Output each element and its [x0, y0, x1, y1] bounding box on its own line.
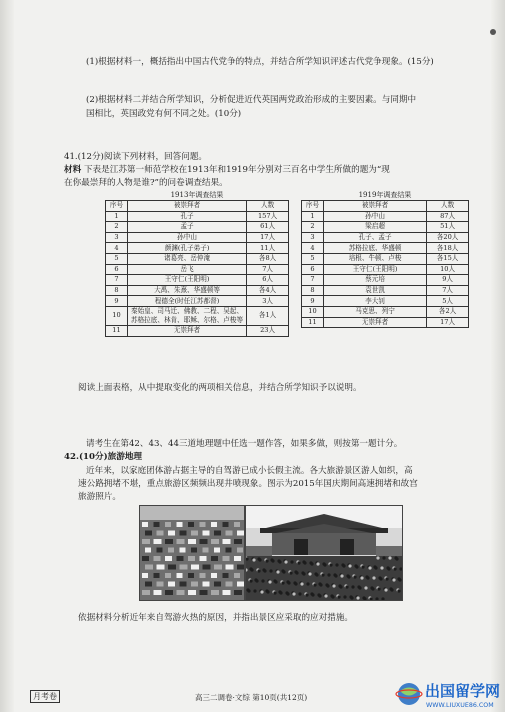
page-footer: 高三二调卷·文综 第10页(共12页) — [195, 693, 308, 702]
row-index-cell: 3 — [302, 232, 324, 243]
table-row — [302, 317, 469, 328]
table-row — [302, 211, 469, 222]
binding-hole-mark — [490, 29, 496, 35]
count-cell: 23人 — [247, 325, 289, 336]
table-row — [106, 222, 289, 233]
q41-heading: 41.(12分)阅读下列材料，回答问题。 — [64, 152, 208, 162]
table-row — [106, 285, 289, 296]
person-cell: 孟子 — [127, 222, 246, 233]
table-row — [106, 211, 289, 222]
count-cell: 各15人 — [427, 253, 469, 264]
row-index-cell: 4 — [302, 243, 324, 254]
scan-shadow-right — [491, 0, 505, 712]
elective-instruction: 请考生在第42、43、44三道地理题中任选一题作答，如果多做，则按第一题计分。 — [86, 439, 403, 449]
q40-part2-line2: 国相比，英国政党有何不同之处。(10分) — [86, 109, 242, 119]
table-row — [106, 264, 289, 275]
row-index-cell: 2 — [106, 222, 128, 233]
person-cell: 颜渊(孔子弟子) — [127, 243, 246, 254]
table-row — [302, 285, 469, 296]
q41-material-line1 — [64, 164, 390, 177]
table-row — [302, 264, 469, 275]
row-index-cell: 8 — [302, 285, 324, 296]
table-row — [106, 325, 289, 336]
q42-body-line2: 速公路拥堵不堪，重点旅游区频频出现井喷现象。图示为2015年国庆期间高速拥堵和故宫 — [78, 479, 418, 489]
table-row — [106, 296, 289, 307]
row-index-cell: 5 — [302, 253, 324, 264]
person-cell: 王守仁(王阳明) — [323, 264, 426, 275]
q42-question: 依据材料分析近年来自驾游火热的原因，并指出景区应采取的应对措施。 — [78, 613, 354, 623]
q42-body-line1: 近年来，以家庭团体游占据主导的自驾游已成小长假主流。各大旅游景区游人如织，高 — [86, 466, 413, 476]
count-cell: 61人 — [247, 222, 289, 233]
count-cell: 17人 — [247, 232, 289, 243]
table-row — [302, 243, 469, 254]
person-cell: 蔡元培 — [323, 275, 426, 286]
material-label: 材料 — [64, 165, 82, 175]
q40-part1: (1)根据材料一，概括指出中国古代党争的特点，并结合所学知识评述古代党争现象。(15分) — [86, 57, 434, 67]
survey-table-1913 — [105, 190, 289, 337]
person-cell: 大禹、朱熹、华盛顿等 — [127, 285, 246, 296]
row-index-cell: 9 — [106, 296, 128, 307]
row-index-cell: 9 — [302, 296, 324, 307]
row-index-cell: 3 — [106, 232, 128, 243]
table-row — [302, 306, 469, 317]
count-cell: 各8人 — [247, 253, 289, 264]
forbidden-city-crowd-photo — [245, 505, 403, 601]
count-cell: 3人 — [247, 296, 289, 307]
count-cell: 各1人 — [247, 306, 289, 325]
count-cell: 51人 — [427, 222, 469, 233]
row-index-cell: 7 — [302, 275, 324, 286]
count-cell: 各2人 — [427, 306, 469, 317]
count-cell: 6人 — [247, 275, 289, 286]
person-cell: 王守仁(王阳明) — [127, 275, 246, 286]
count-cell: 87人 — [427, 211, 469, 222]
scan-shadow-left — [0, 0, 14, 712]
table-row — [106, 306, 289, 325]
table-row — [302, 296, 469, 307]
person-cell: 孔子、孟子 — [323, 232, 426, 243]
person-cell: 诸葛亮、岳仲淹 — [127, 253, 246, 264]
table-row — [106, 243, 289, 254]
person-cell: 无崇拜者 — [323, 317, 426, 328]
q40-part2-line1: (2)根据材料二并结合所学知识，分析促进近代英国两党政治形成的主要因素。与同期中 — [86, 95, 417, 105]
row-index-cell: 7 — [106, 275, 128, 286]
row-index-cell: 8 — [106, 285, 128, 296]
row-index-cell: 2 — [302, 222, 324, 233]
count-cell: 各4人 — [247, 285, 289, 296]
row-index-cell: 11 — [302, 317, 324, 328]
liuxue86-watermark-logo — [395, 676, 505, 712]
highway-traffic-photo — [139, 505, 245, 601]
table-row — [106, 232, 289, 243]
row-index-cell: 6 — [106, 264, 128, 275]
count-cell: 各20人 — [427, 232, 469, 243]
table-1919-caption: 1919年调查结果 — [358, 191, 412, 199]
table-row — [106, 253, 289, 264]
monthly-exam-tag: 月考卷 — [30, 690, 60, 703]
table-1913-caption: 1913年调查结果 — [170, 191, 224, 199]
q42-heading-text: 42.(10分)旅游地理 — [64, 452, 143, 462]
count-cell: 9人 — [427, 275, 469, 286]
person-cell: 李大钊 — [323, 296, 426, 307]
table-row — [302, 232, 469, 243]
count-cell: 17人 — [427, 317, 469, 328]
person-cell: 袁世凯 — [323, 285, 426, 296]
person-cell: 程德全(时任江苏都督) — [127, 296, 246, 307]
person-cell: 培根、牛顿、卢梭 — [323, 253, 426, 264]
material-text-a: 下表是江苏第一师范学校在1913年和1919年分别对三百名中学生所做的题为“现 — [83, 165, 390, 175]
table-row — [106, 275, 289, 286]
table-row — [302, 275, 469, 286]
col-header-index: 序号 — [106, 201, 128, 212]
q41-material-line2: 在你最崇拜的人物是谁?”的问卷调查结果。 — [64, 178, 228, 188]
person-cell: 无崇拜者 — [127, 325, 246, 336]
row-index-cell: 10 — [302, 306, 324, 317]
row-index-cell: 5 — [106, 253, 128, 264]
count-cell: 11人 — [247, 243, 289, 254]
survey-table-1919 — [301, 190, 469, 328]
count-cell: 7人 — [427, 285, 469, 296]
person-cell: 孔子 — [127, 211, 246, 222]
count-cell: 10人 — [427, 264, 469, 275]
count-cell: 7人 — [247, 264, 289, 275]
watermark-url: WWW.LIUXUE86.COM — [426, 702, 494, 709]
table-row — [302, 222, 469, 233]
person-cell: 苏格拉底、华盛顿 — [323, 243, 426, 254]
person-cell: 孙中山 — [323, 211, 426, 222]
row-index-cell: 1 — [302, 211, 324, 222]
row-index-cell: 6 — [302, 264, 324, 275]
row-index-cell: 11 — [106, 325, 128, 336]
col-header-count: 人数 — [427, 201, 469, 212]
col-header-index: 序号 — [302, 201, 324, 212]
watermark-name: 出国留学网 — [425, 682, 501, 700]
row-index-cell: 10 — [106, 306, 128, 325]
table-row — [302, 253, 469, 264]
row-index-cell: 1 — [106, 211, 128, 222]
row-index-cell: 4 — [106, 243, 128, 254]
col-header-person: 被崇拜者 — [323, 201, 426, 212]
col-header-count: 人数 — [247, 201, 289, 212]
person-cell: 马克思、列宁 — [323, 306, 426, 317]
person-cell: 孙中山 — [127, 232, 246, 243]
person-cell: 梁启超 — [323, 222, 426, 233]
count-cell: 各18人 — [427, 243, 469, 254]
q42-heading — [64, 451, 142, 464]
person-cell: 秦始皇、司马迁、佛教、二程、吴起、苏格拉底、林肯、耶稣、尔格、卢梭等 — [127, 306, 246, 325]
col-header-person: 被崇拜者 — [127, 201, 246, 212]
person-cell: 岳飞 — [127, 264, 246, 275]
q41-instruction: 阅读上面表格，从中提取变化的两项相关信息，并结合所学知识予以说明。 — [78, 383, 362, 393]
count-cell: 157人 — [247, 211, 289, 222]
q42-body-line3: 旅游照片。 — [78, 492, 121, 502]
count-cell: 5人 — [427, 296, 469, 307]
